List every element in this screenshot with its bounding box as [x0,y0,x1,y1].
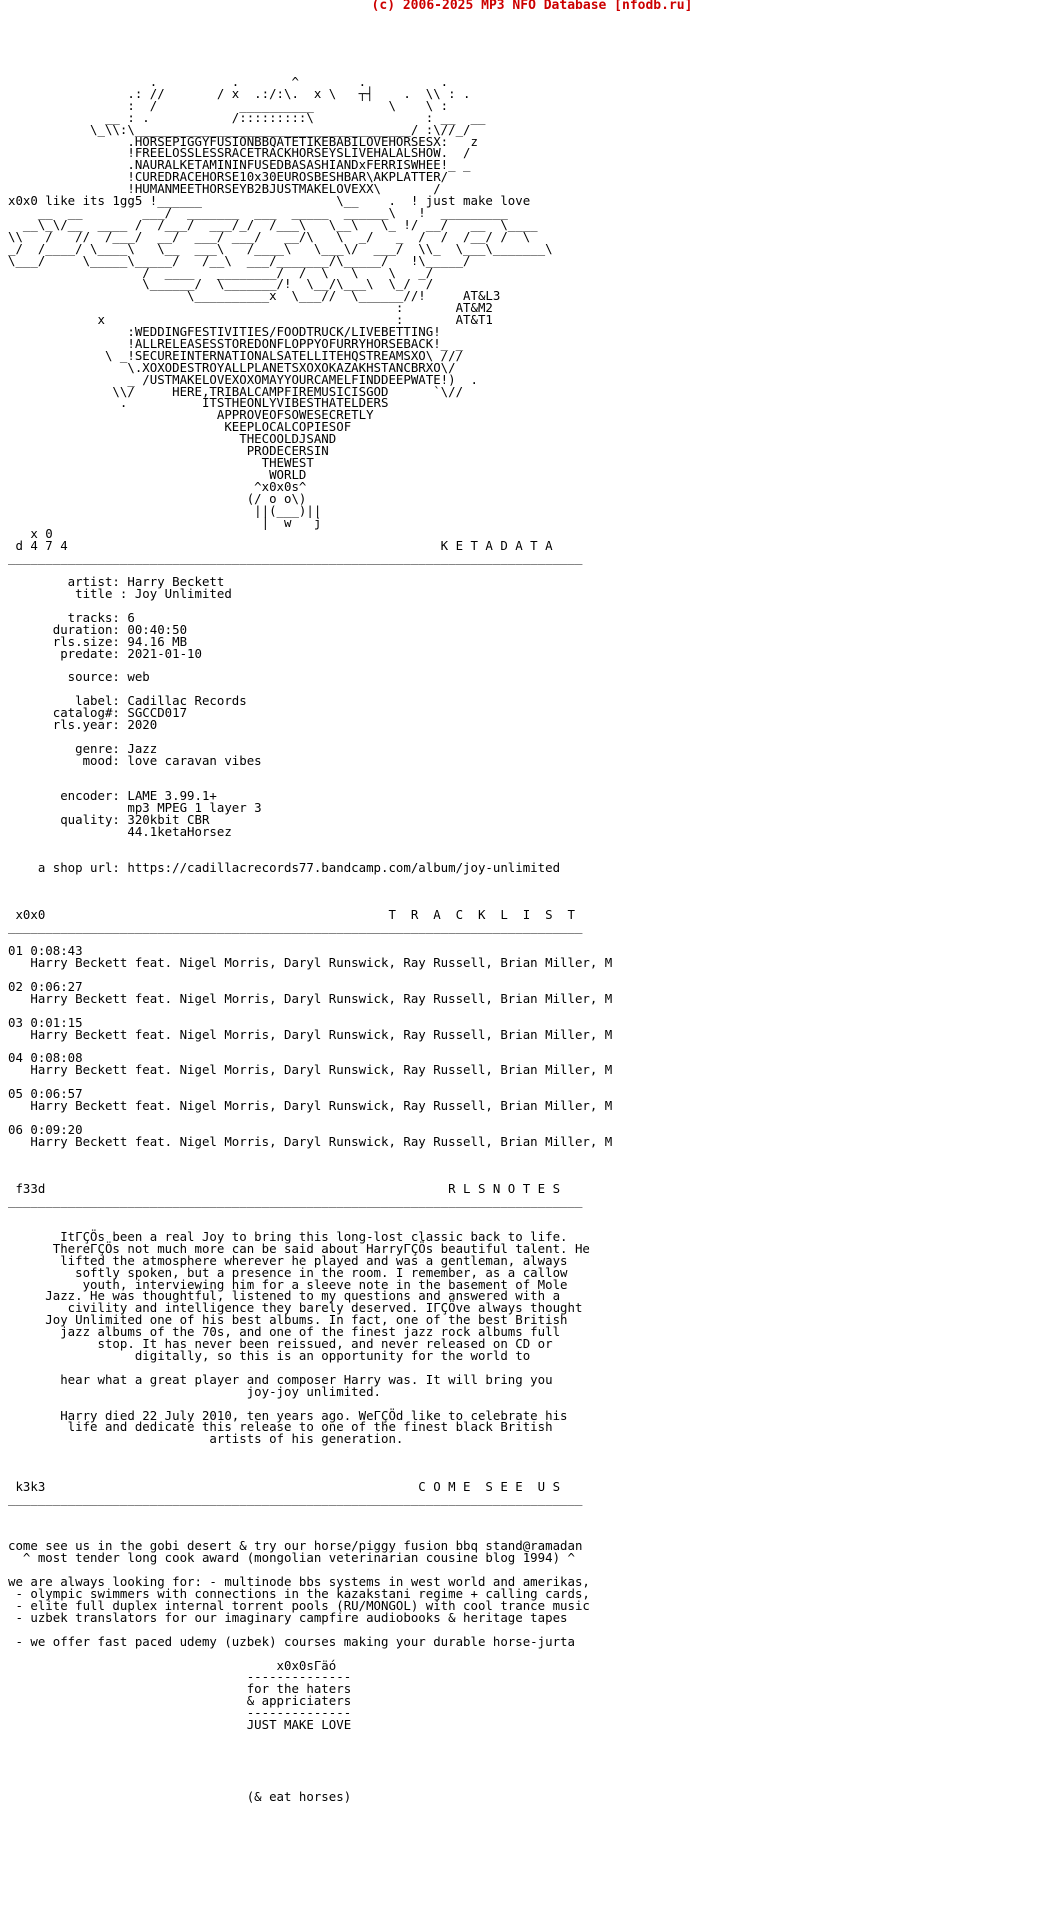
release-metadata: artist: Harry Beckett title : Joy Unlimited tracks: 6 duration: 00:40:50 rls.size: 94.16 MB predate: 2021-01-10 source: web label: Cadillac Records catalog#: SGCCD017 rls.year: 2020 genre: Jazz mood: love caravan vibes encoder: LAME 3.99.1+ mp3 MPEG 1 layer 3 quality: 320kbit CBR 44.1ketaHorsez a shop url: https://cadillacrecords77.bandcamp.com/album/joy-unlimited [37,574,561,875]
release-notes: f33d R L S N O T E S _____________________________________________________________________________ ItΓÇÖs been a real Joy to bring this long-lost classic back to life. ThereΓÇÖs not much more can be said about HarryΓÇÖs beautiful talent. He lifted the atmosphere wherever he played and was a gentleman, always softly spoken, but a presence in the room. I remember, as a callow youth, interviewing him for a sleeve note in the basement of Mole Jazz. He was thoughtful, listened to my questions and answered with a civility and intelligence they barely deserved. IΓÇÖve always thought Joy Unlimited one of his best albums. In fact, one of the best British jazz albums of the 70s, and one of the finest jazz rock albums full stop. It has never been reissued, and never released on CD or digitally, so this is an opportunity for the world to hear what a great player and composer Harry was. It will bring you joy-joy unlimited. Harry died 22 July 2010, ten years ago. WeΓÇÖd like to celebrate his life and dedicate this release to one of the finest black British artists of his generation. [8,1181,590,1447]
nfo-document [8,76,612,1802]
tracklist-header: x0x0 T R A C K L I S T _____________________________________________________________________________ [8,907,583,935]
contact-section: k3k3 C O M E S E E U S _____________________________________________________________________________ come see us in the gobi desert & try our horse/piggy fusion bbq stand@ramadan ^ most tender long cook award (mongolian veterinarian cousine blog 1994) ^ we are always looking for: - multinode bbs systems in west world and amerikas, - olympic swimmers with connections in the kazakstani regime + calling cards, - elite full duplex internal torrent pools (RU/MONGOL) with cool trance music - uzbek translators for our imaginary campfire audiobooks & heritage tapes - we offer fast paced udemy (uzbek) courses making your durable horse-jurta x0x0sΓäó -------------- for the haters & appriciaters -------------- JUST MAKE LOVE (& eat horses) [8,1478,590,1804]
tracklist: 01 0:08:43 Harry Beckett feat. Nigel Morris, Daryl Runswick, Ray Russell, Brian Miller, M 02 0:06:27 Harry Beckett feat. Nigel Morris, Daryl Runswick, Ray Russell, Brian Miller, M 03 0:01:15 Harry Beckett feat. Nigel Morris, Daryl Runswick, Ray Russell, Brian Miller, M 04 0:08:08 Harry Beckett feat. Nigel Morris, Daryl Runswick, Ray Russell, Brian Miller, M 05 0:06:57 Harry Beckett feat. Nigel Morris, Daryl Runswick, Ray Russell, Brian Miller, M 06 0:09:20 Harry Beckett feat. Nigel Morris, Daryl Runswick, Ray Russell, Brian Miller, M [8,943,613,1149]
ascii-art-banner: . . ^ . . .: // / x .:/:\. x \ ┬┤ . \\ : . : / __________ \ \ : __ : . /:::::::::\ : __ __ \_\\:\_____________________________________/ :\//_/ .HORSEPIGGYFUSIONBBQATETIKEBABILOVEHORSESX: z !FREELOSSLESSRACETRACKHORSEYSLIVEHALALSHOW. / .NAURALKETAMININFUSEDBASASHIANDxFERRISWHEE!_ _ !CUREDRACEHORSE10x30EUROSBESHBAR\AKPLATTER/ !HUMANMEETHORSEYB2BJUSTMAKELOVEXX\ / x0x0 like its 1gg5 !______ \__ . ! just make love __ __ ___/ _______ ___ _____ ______\ ! _________ __\_\/__ ____ / /___/ ___/_/ /___\ \__\ \_ !/ __/ __ \____ \\ / // /___/ __/ ___/ ___/ __/\ \ _/ _ / / /__/ / \ _/ /____/ \____\ \__ ___\ /____\ \___\/ ___/ \\_ \___\_______\ \___/ \_____\_____/ /__\ ___/_______/\_____/ !\_____/ / ____ ________/ / \ \ \ _/ \______/ \_______/! \__/\___\ \_/ / \__________x \___// \______//! AT&L3 : AT&M2 x : AT&T1 :WEDDINGFESTIVITIES/FOODTRUCK/LIVEBETTING! !ALLRELEASESSTOREDONFLOPPYOFURRYHORSEBACK!_ _ \ _!SECUREINTERNATIONALSATELLITEHQSTREAMSXO\ /// \.XOXODESTROYALLPLANETSXOXOKAZAKHSTANCBRXO\/ _ /USTMAKELOVEXOXOMAYYOURCAMELFINDDEEPWATE!) . \\/ HERE,TRIBALCAMPFIREMUSICISGOD `\// . ITSTHEONLYVIBESTHATELDERS APPROVEOFSOWESECRETLY KEEPLOCALCOPIESOF THECOOLDJSAND PRODECERSIN THEWEST WORLD ^x0x0s^ (/ o o\) ||(___)|| | w j x 0 d 4 7 4 K E T A D A T A _____________________________________________________________________________ [8,74,583,566]
copyright-banner: (c) 2006-2025 MP3 NFO Database [nfodb.ru] [371,0,693,13]
